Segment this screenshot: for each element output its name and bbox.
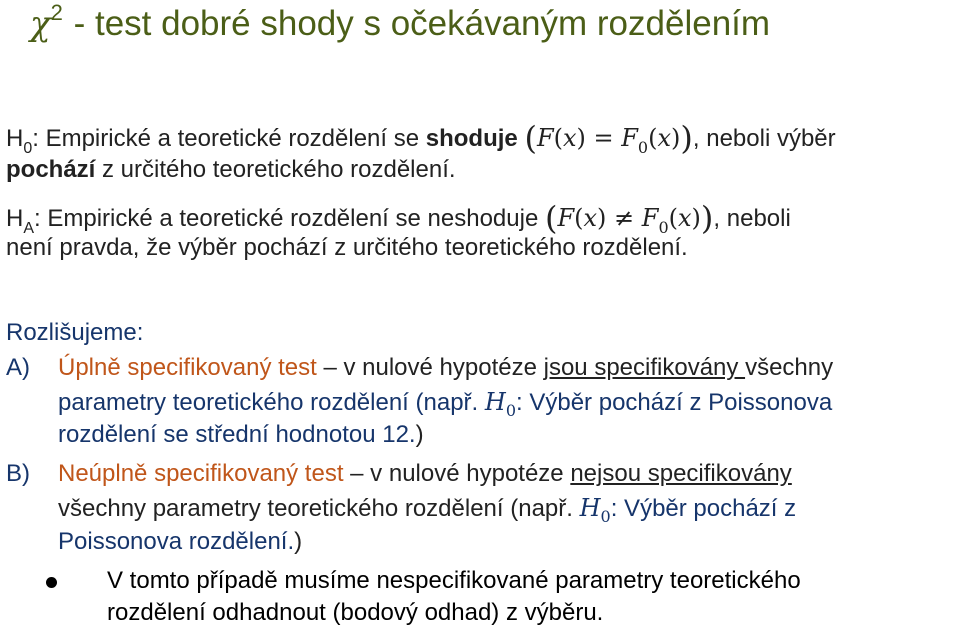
ha-formula: $(F(x) \ne F_0(x))$	[544, 199, 714, 237]
h0-line-1	[6, 120, 836, 157]
ha-label-subscript: A	[23, 220, 35, 237]
title-text: - test dobré shody s očekávaným rozdělením	[73, 4, 771, 43]
item-b-line-1	[58, 459, 792, 489]
ha-text-after: , neboli	[713, 205, 791, 232]
item-a-line-3: rozdělení se střední hodnotou 12.)	[58, 421, 424, 448]
h0-line2-rest: z určitého teoretického rozdělení.	[95, 156, 456, 183]
h0-line2-bold: pochází	[6, 156, 96, 183]
h0-label-subscript: 0	[23, 140, 33, 157]
ha-label: H	[6, 205, 24, 232]
item-b-marker: B)	[6, 460, 30, 487]
h0-formula: $(F(x) = F_0(x))$	[524, 119, 693, 157]
item-b-h0: H	[579, 494, 601, 522]
ha-line-2: není pravda, že výběr pochází z určitého teoretického rozdělení.	[6, 234, 688, 261]
item-a-term: Úplně specifikovaný test	[58, 354, 317, 381]
h0-text-after: , neboli výběr	[692, 125, 836, 152]
item-a-underlined: jsou specifikovány	[543, 354, 746, 381]
bullet-line-2: rozdělení odhadnout (bodový odhad) z výběru.	[107, 599, 604, 626]
h0-line-2	[6, 155, 456, 185]
item-a-marker: A)	[6, 354, 30, 381]
item-b-dash: – v nulové hypotéze	[343, 460, 571, 487]
h0-bold-word: shoduje	[425, 125, 518, 152]
item-a-dash: – v nulové hypotéze	[316, 354, 544, 381]
h0-text-before: : Empirické a teoretické rozdělení se	[32, 125, 426, 152]
item-b-term: Neúplně specifikovaný test	[58, 460, 344, 487]
bullet-dot-icon	[46, 577, 57, 588]
chi-symbol: χ	[30, 4, 51, 44]
item-a-h0: H	[484, 388, 506, 416]
bullet-line-1: V tomto případě musíme nespecifikované parametry teoretického	[107, 567, 801, 594]
slide-title	[30, 2, 770, 46]
distinguish-heading: Rozlišujeme:	[6, 319, 144, 346]
item-b-underlined: nejsou specifikovány	[570, 460, 792, 487]
item-b-line-3: Poissonova rozdělení.)	[58, 528, 303, 555]
item-a-line-2: parametry teoretického rozdělení (např. $H_0$: Výběr pochází z Poissonova	[58, 388, 833, 420]
h0-label: H	[6, 125, 24, 152]
item-a-line-1	[58, 353, 833, 383]
item-b-line-2: všechny parametry teoretického rozdělení (např. $H_0$: Výběr pochází z	[58, 494, 797, 526]
item-a-rest: všechny	[745, 354, 834, 381]
ha-line-1	[6, 200, 791, 237]
chi-superscript: 2	[50, 0, 63, 25]
ha-text-before: : Empirické a teoretické rozdělení se neshoduje	[34, 205, 539, 232]
